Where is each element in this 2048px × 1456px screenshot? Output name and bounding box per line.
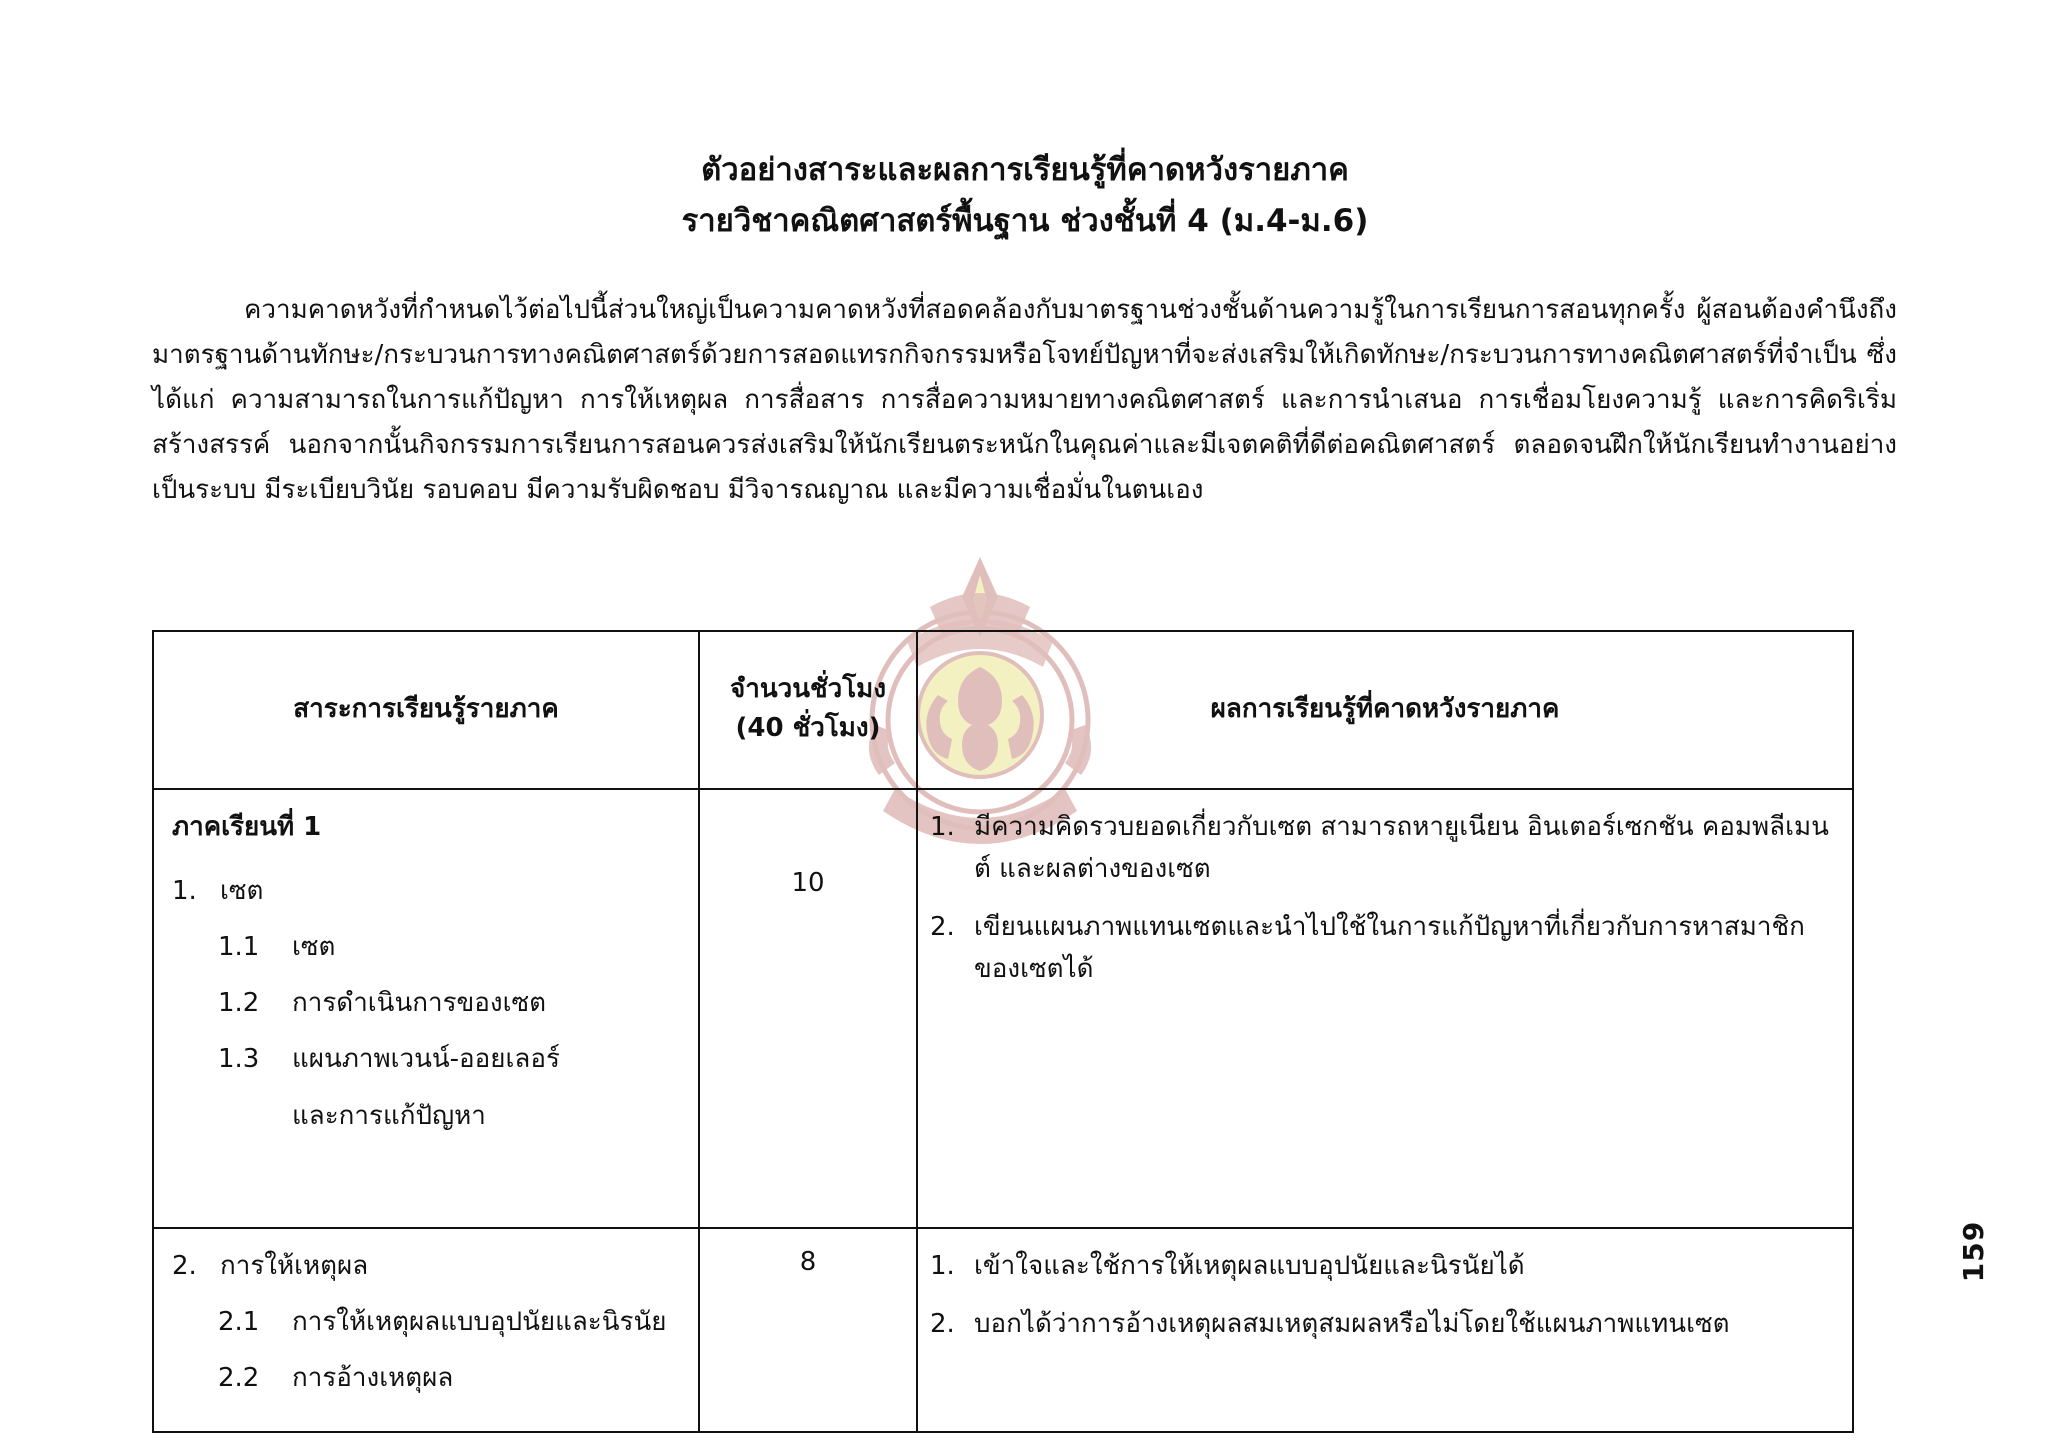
intro-paragraph — [152, 288, 1897, 513]
learning-outcomes-table-wrapper — [152, 630, 1852, 1433]
subtopic-text: การอ้างเหตุผล — [292, 1362, 454, 1393]
cell-hours-row2: 8 — [699, 1228, 917, 1432]
page-title: ตัวอย่างสาระและผลการเรียนรู้ที่คาดหวังรายภาค — [701, 152, 1349, 188]
topic-2-subtopics — [218, 1301, 684, 1399]
intro-text: ความคาดหวังที่กำหนดไว้ต่อไปนี้ส่วนใหญ่เป็นความคาดหวังที่สอดคล้องกับมาตรฐานช่วงชั้นด้านความรู้ในการเรียนการสอนทุกครั้ง ผู้สอนต้องคำนึงถึงมาตรฐานด้านทักษะ/กระบวนการทางคณิตศาสตร์ด้วยการสอดแทรกกิจกรรมหรือโจทย์ปัญหาที่จะส่งเสริมให้เกิดทักษะ/กระบวนการทางคณิตศาสตร์ที่จำเป็น ซึ่งได้แก่ ความสามารถในการแก้ปัญหา การให้เหตุผล การสื่อสาร การสื่อความหมายทางคณิตศาสตร์ และการนำเสนอ การเชื่อมโยงความรู้ และการคิดริเริ่มสร้างสรรค์ นอกจากนั้นกิจกรรมการเรียนการสอนควรส่งเสริมให้นักเรียนตระหนักในคุณค่าและมีเจตคติที่ดีต่อคณิตศาสตร์ ตลอดจนฝึกให้นักเรียนทำงานอย่างเป็นระบบ มีระเบียบวินัย รอบคอบ มีความรับผิดชอบ มีวิจารณญาณ และมีความเชื่อมั่นในตนเอง — [152, 295, 1897, 505]
outcome-number: 2. — [930, 1308, 955, 1339]
topic-1-title: เซต — [220, 876, 264, 907]
topic-2 — [172, 1245, 684, 1287]
outcome-text: เขียนแผนภาพแทนเซตและนำไปใช้ในการแก้ปัญหาที่เกี่ยวกับการหาสมาชิกของเซตได้ — [974, 912, 1805, 985]
cell-outcomes-row2 — [917, 1228, 1853, 1432]
outcome-item — [930, 1303, 1836, 1345]
outcome-item — [930, 1245, 1836, 1287]
header-outcomes-column: ผลการเรียนรู้ที่คาดหวังรายภาค — [917, 631, 1853, 789]
subtopic-number: 2.2 — [218, 1362, 260, 1393]
header-hours-line2: (40 ชั่วโมง) — [735, 713, 881, 743]
subtopic-continuation: และการแก้ปัญหา — [292, 1100, 486, 1131]
list-item — [218, 1357, 684, 1399]
subtopic-text: การดำเนินการของเซต — [292, 988, 547, 1019]
outcome-text: บอกได้ว่าการอ้างเหตุผลสมเหตุสมผลหรือไม่โดยใช้แผนภาพแทนเซต — [974, 1308, 1730, 1339]
outcome-number: 1. — [930, 1250, 955, 1281]
cell-content-row2 — [153, 1228, 699, 1432]
subtopic-number: 2.1 — [218, 1306, 260, 1337]
list-item — [218, 926, 684, 968]
topic-2-title: การให้เหตุผล — [220, 1250, 369, 1281]
outcome-text: มีความคิดรวบยอดเกี่ยวกับเซต สามารถหายูเนียน อินเตอร์เซกชัน คอมพลีเมนต์ และผลต่างของเซต — [974, 812, 1829, 885]
subtopic-text: แผนภาพเวนน์-ออยเลอร์ — [292, 1044, 560, 1075]
subtopic-text: การให้เหตุผลแบบอุปนัยและนิรนัย — [292, 1306, 667, 1337]
topic-1-subtopics — [218, 926, 684, 1136]
term-label: ภาคเรียนที่ 1 — [172, 812, 322, 842]
header-hours-column — [699, 631, 917, 789]
cell-content-row1 — [153, 789, 699, 1228]
outcome-text: เข้าใจและใช้การให้เหตุผลแบบอุปนัยและนิรนัยได้ — [974, 1250, 1525, 1281]
topic-1-number: 1. — [172, 876, 197, 907]
subtopic-text: เซต — [292, 932, 336, 963]
cell-outcomes-row1 — [917, 789, 1853, 1228]
list-item — [218, 1038, 684, 1080]
table-row — [153, 789, 1853, 1228]
outcome-number: 2. — [930, 912, 955, 943]
outcome-item — [930, 806, 1836, 890]
header-hours-line1: จำนวนชั่วโมง — [729, 674, 887, 704]
header-content-column: สาระการเรียนรู้รายภาค — [153, 631, 699, 789]
page-number: 159 — [1956, 1220, 1990, 1283]
subtopic-number: 1.3 — [218, 1044, 260, 1075]
page-title-block — [150, 148, 1900, 244]
table-row — [153, 1228, 1853, 1432]
learning-outcomes-table — [152, 630, 1854, 1433]
table-header-row — [153, 631, 1853, 789]
subtopic-number: 1.1 — [218, 932, 260, 963]
subtopic-number: 1.2 — [218, 988, 260, 1019]
cell-hours-row1: 10 — [699, 789, 917, 1228]
topic-2-number: 2. — [172, 1250, 197, 1281]
list-item — [218, 982, 684, 1024]
list-item — [218, 1301, 684, 1343]
outcome-item — [930, 906, 1836, 990]
outcome-number: 1. — [930, 812, 955, 842]
topic-1 — [172, 870, 684, 912]
page-subtitle: รายวิชาคณิตศาสตร์พื้นฐาน ช่วงชั้นที่ 4 (ม.4-ม.6) — [681, 202, 1369, 239]
